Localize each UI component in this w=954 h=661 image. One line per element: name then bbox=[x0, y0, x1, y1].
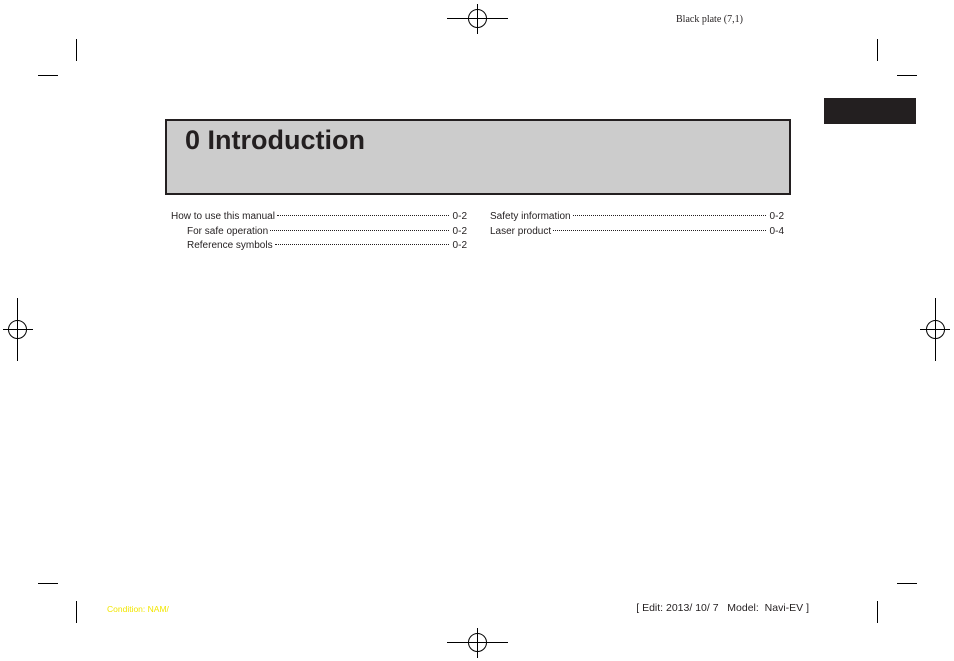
toc-leader-dots bbox=[270, 230, 448, 231]
toc-entry[interactable] bbox=[171, 225, 467, 240]
toc-entry[interactable] bbox=[490, 210, 784, 225]
toc-entry[interactable] bbox=[171, 239, 467, 254]
toc-leader-dots bbox=[573, 215, 766, 216]
crop-mark-bottom-left-vertical bbox=[76, 601, 77, 623]
toc-entry-page: 0-4 bbox=[769, 225, 784, 237]
toc-entry[interactable] bbox=[490, 225, 784, 240]
toc-left-column bbox=[171, 210, 467, 254]
crop-mark-top-right-horizontal bbox=[897, 75, 917, 76]
plate-label: Black plate (7,1) bbox=[676, 14, 743, 25]
crop-mark-top-left-vertical bbox=[76, 39, 77, 61]
toc-entry-label: Laser product bbox=[490, 225, 552, 237]
edit-model-footer: [ Edit: 2013/ 10/ 7 Model: Navi-EV ] bbox=[636, 602, 809, 614]
toc-entry-page: 0-2 bbox=[452, 240, 467, 252]
condition-label: Condition: NAM/ bbox=[107, 604, 169, 614]
toc-leader-dots bbox=[553, 230, 765, 231]
toc-entry-page: 0-2 bbox=[769, 211, 784, 222]
crop-mark-bottom-right-horizontal bbox=[897, 583, 917, 584]
toc-right-column bbox=[490, 210, 784, 239]
chapter-title-box bbox=[165, 119, 791, 195]
crop-mark-bottom-left-horizontal bbox=[38, 583, 58, 584]
chapter-side-tab bbox=[824, 98, 916, 124]
toc-entry[interactable] bbox=[171, 210, 467, 225]
toc-leader-dots bbox=[275, 244, 449, 245]
toc-entry-label: How to use this manual bbox=[171, 211, 275, 222]
crop-mark-bottom-right-vertical bbox=[877, 601, 878, 623]
crop-mark-top-right-vertical bbox=[877, 39, 878, 61]
toc-entry-label: Safety information bbox=[490, 211, 571, 222]
toc-entry-label: For safe operation bbox=[187, 225, 269, 237]
toc-entry-page: 0-2 bbox=[452, 225, 467, 237]
chapter-title: 0 Introduction bbox=[185, 125, 365, 155]
toc-entry-page: 0-2 bbox=[452, 211, 467, 222]
crop-mark-top-left-horizontal bbox=[38, 75, 58, 76]
toc-entry-label: Reference symbols bbox=[187, 240, 273, 252]
toc-leader-dots bbox=[277, 215, 449, 216]
